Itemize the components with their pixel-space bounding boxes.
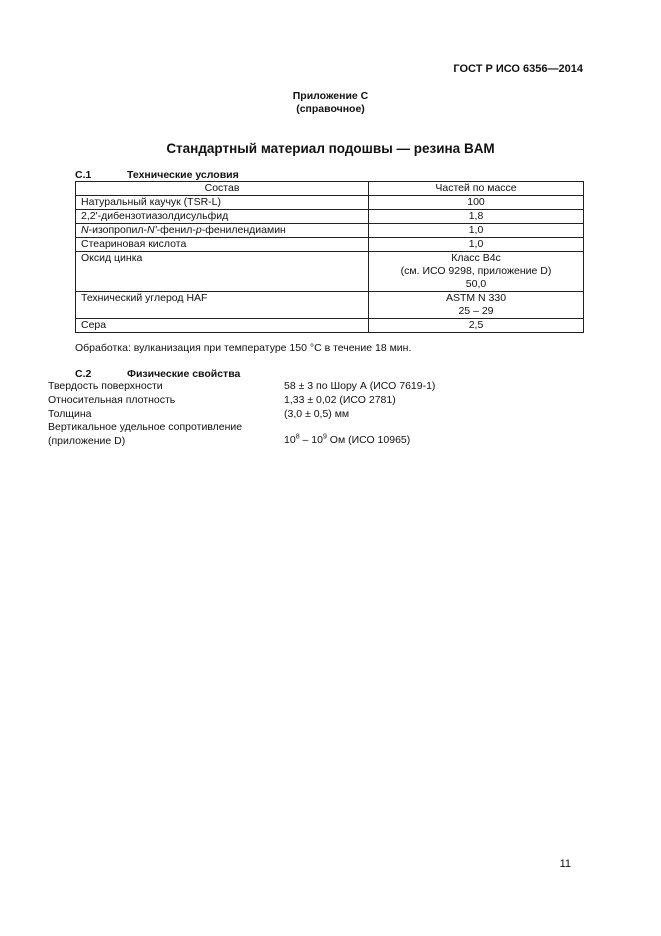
property-label: Толщина <box>48 408 92 420</box>
composition-table <box>75 181 584 333</box>
row-name: Сера <box>76 319 369 333</box>
property-value: 1,33 ± 0,02 (ИСО 2781) <box>284 394 396 406</box>
italic-n: N <box>81 224 89 236</box>
section-2-title: Физические свойства <box>127 368 241 380</box>
column-header-parts-by-mass: Частей по массе <box>369 182 584 196</box>
property-label: Относительная плотность <box>48 394 176 406</box>
row-name: Оксид цинка <box>76 252 369 292</box>
section-1-number: С.1 <box>75 169 92 181</box>
table-row <box>76 292 584 319</box>
table-row <box>76 210 584 224</box>
table-row <box>76 238 584 252</box>
row-value: 1,0 <box>369 224 584 238</box>
row-name: N-изопропил-N'-фенил-p-фенилендиамин <box>76 224 369 238</box>
italic-p: p <box>195 224 202 236</box>
table-header-row <box>76 182 584 196</box>
property-value: 58 ± 3 по Шору А (ИСО 7619-1) <box>284 380 436 392</box>
table-row <box>76 196 584 210</box>
property-value: $10^8 - 10^9$ Ом (ИСО 10965) <box>284 433 411 446</box>
appendix-note: (справочное) <box>296 103 365 115</box>
processing-note: Обработка: вулканизация при температуре 150 °С в течение 18 мин. <box>75 342 412 354</box>
column-header-composition: Состав <box>76 182 369 196</box>
row-value: 1,8 <box>369 210 584 224</box>
property-label: Вертикальное удельное сопротивление (приложение D) <box>48 421 243 447</box>
italic-n-prime: N' <box>147 224 157 236</box>
section-2-number: С.2 <box>75 368 92 380</box>
property-value: (3,0 ± 0,5) мм <box>284 408 350 420</box>
section-1-title: Технические условия <box>127 169 239 181</box>
row-name: Технический углерод HAF <box>76 292 369 319</box>
appendix-heading <box>0 90 661 116</box>
page-title: Стандартный материал подошвы — резина BAM <box>166 141 495 156</box>
table-row <box>76 224 584 238</box>
property-label: Твердость поверхности <box>48 380 163 392</box>
row-value: ASTM N 330 25 – 29 <box>369 292 584 319</box>
table-row <box>76 319 584 333</box>
row-value: 2,5 <box>369 319 584 333</box>
appendix-label: Приложение С <box>292 90 369 102</box>
row-value: Класс В4с (см. ИСО 9298, приложение D) 50,0 <box>369 252 584 292</box>
page-number: 11 <box>559 858 571 870</box>
table-row <box>76 252 584 292</box>
document-code: ГОСТ Р ИСО 6356—2014 <box>453 63 583 75</box>
row-name: 2,2'-дибензотиазолдисульфид <box>76 210 369 224</box>
row-value: 1,0 <box>369 238 584 252</box>
row-name: Стеариновая кислота <box>76 238 369 252</box>
row-name: Натуральный каучук (TSR-L) <box>76 196 369 210</box>
row-value: 100 <box>369 196 584 210</box>
